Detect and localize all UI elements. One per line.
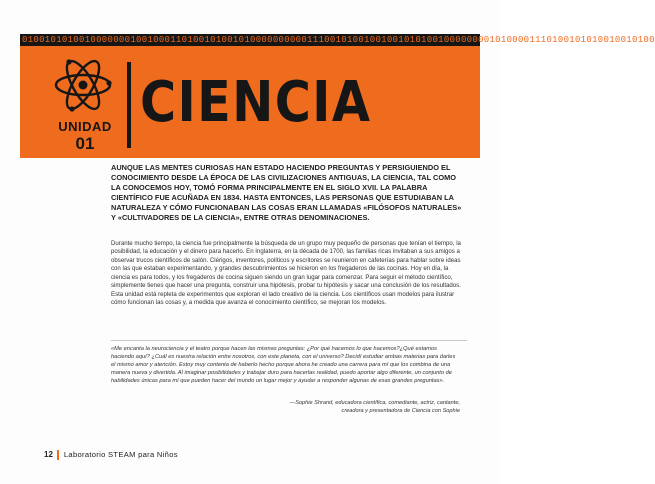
- intro-paragraph: AUNQUE LAS MENTES CURIOSAS HAN ESTADO HACIENDO PREGUNTAS Y PERSIGUIENDO EL CONOCIMIENTO DESDE LA ÉPOCA DE LAS CIVILIZACIONES ANTIGUAS, LA CIENCIA, TAL COMO LA CONOCEMOS HOY, TOMÓ FORMA PRINCIPALMENTE EN EL SIGLO XVII. LA PALABRA CIENTÍFICO FUE ACUÑADA EN 1834. HASTA ENTONCES, LAS PERSONAS QUE ESTUDIABAN LA NATURALEZA Y CÓMO FUNCIONABAN LAS COSAS ERAN LLAMADAS «FILÓSOFOS NATURALES» Y «CULTIVADORES DE LA CIENCIA», ENTRE OTRAS DENOMINACIONES.: [111, 163, 462, 222]
- footer-divider: [57, 450, 59, 460]
- quote-divider: [111, 340, 467, 341]
- unit-label: UNIDAD: [58, 119, 112, 134]
- quote-attribution: [230, 400, 460, 416]
- unit-header: [20, 46, 480, 158]
- quote-text: «Me encanta la neurociencia y el teatro porque hacen las mismas preguntas: ¿Por qué hacemos lo que hacemos?¿Qué estamos haciendo aquí? ¿Cuál es nuestra relación entre nosotros, con este planeta, con el universo? Decidí estudiar ambas materias para darles el mismo amor y atención. Estoy muy contenta de haberlo hecho porque ahora he creado una carrera para mí que los combina de una manera nueva y divertida. Al imaginar posibilidades y trabajar duro para hacerlas realidad, puedo aportar algo diferente, un conjunto de habilidades únicas para mí que pueden hacer del mundo un lugar mejor y ayudar a responder algunas de esas grandes preguntas».: [111, 346, 456, 384]
- attribution-line: creadora y presentadora de Ciencia con Sophie: [341, 407, 460, 414]
- page-footer: [44, 446, 178, 458]
- unit-number: 01: [75, 134, 95, 153]
- book-title: Laboratorio STEAM para Niños: [63, 449, 178, 459]
- atom-icon: [52, 54, 114, 116]
- page-number: 12: [44, 449, 53, 459]
- attribution-line: —Sophie Shrand, educadora científica, comediante, actriz, cantante,: [289, 400, 460, 406]
- chapter-title: CIENCIA: [140, 70, 372, 135]
- body-paragraph: Durante mucho tiempo, la ciencia fue principalmente la búsqueda de un grupo muy pequeño de personas que tenían el tiempo, la posibilidad, la educación y el dinero para hacerlo. En Inglaterra, en la década de 1700, las familias ricas invitaban a sus amigos a observar trucos científicos de salón. Clérigos, inventores, políticos y escritores se reunieron en cafeterías para hablar sobre ideas con las que estaban experimentando, y grandes descubrimientos se hicieron en los fregaderos de las cocinas. Hoy en día, la ciencia es para todos, y los fregaderos de cocina siguen siendo un gran lugar para comenzar. Para seguir el método científico, simplemente tienes que hacer una pregunta, construir una hipótesis, probar tu hipótesis y sacar una conclusión de los resultados. Esta unidad está repleta de experimentos que exploran el lado creativo de la ciencia. Los científicos usan modelos para ilustrar cómo funcionan las cosas y, a medida que avanza el conocimiento científico, se mejoran los modelos.: [111, 240, 461, 307]
- title-divider: [127, 62, 131, 148]
- binary-strip: 010010101001000000010010001101001010010100000000001110010100100100101010010000000010100001110100101010010010100: [22, 35, 655, 45]
